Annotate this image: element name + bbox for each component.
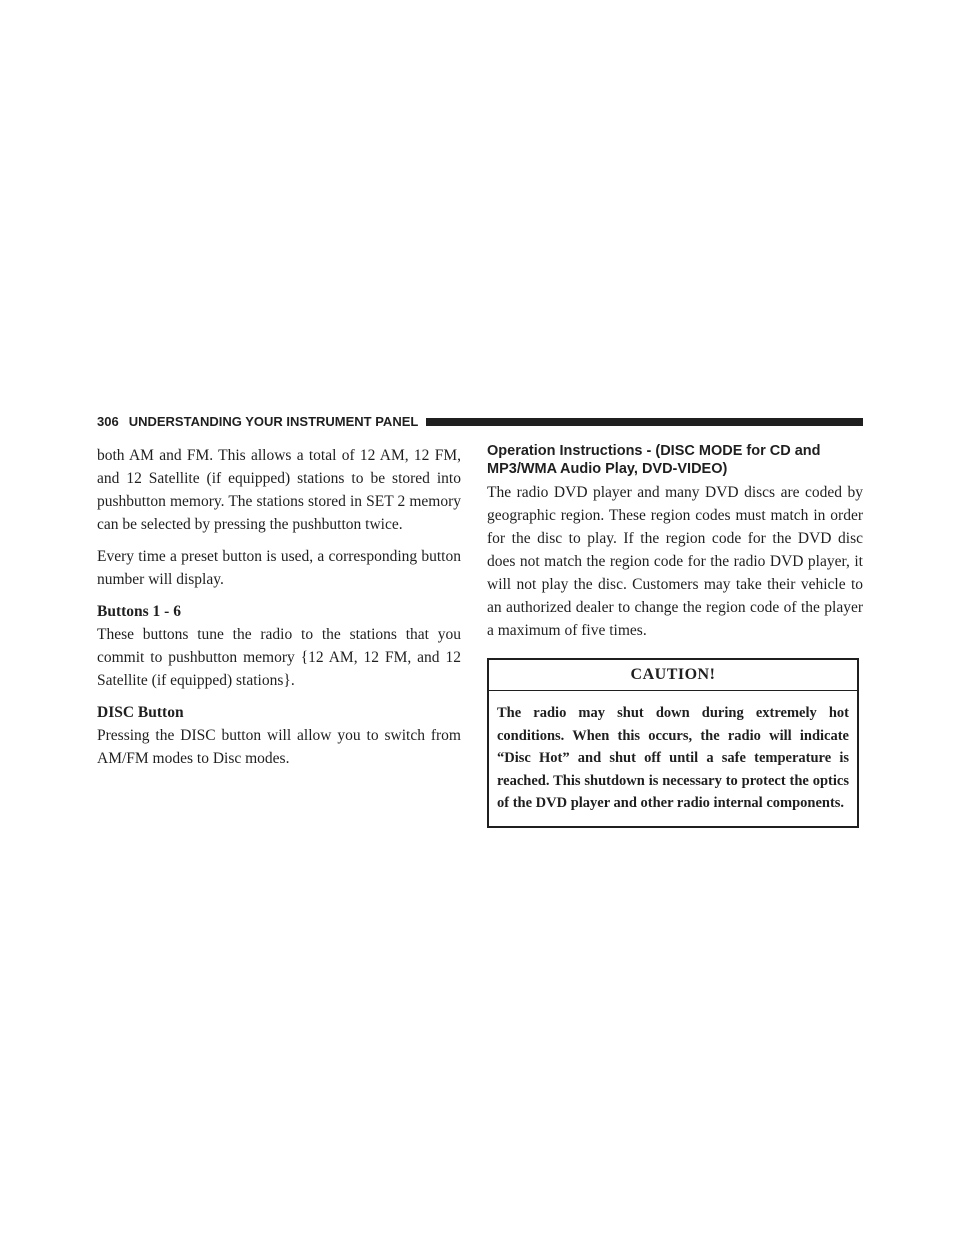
left-column — [97, 444, 461, 779]
operation-instructions-heading: Operation Instructions - (DISC MODE for CD and MP3/WMA Audio Play, DVD-VIDEO) — [487, 443, 821, 477]
page-header — [97, 414, 863, 430]
header-rule — [426, 418, 863, 426]
caution-box — [487, 658, 859, 828]
paragraph-preset-display: Every time a preset button is used, a corresponding button number will display. — [97, 548, 461, 588]
section-title: UNDERSTANDING YOUR INSTRUMENT PANEL — [128, 414, 419, 429]
right-column — [487, 442, 863, 828]
buttons-heading: Buttons 1 - 6 — [97, 603, 181, 620]
disc-button-heading: DISC Button — [97, 704, 184, 721]
page-number: 306 — [97, 414, 119, 429]
paragraph-buttons: These buttons tune the radio to the stations that you commit to pushbutton memory {12 AM, 12 FM, and 12 Satellite (if equipped) stations}. — [97, 626, 461, 689]
paragraph-disc-button: Pressing the DISC button will allow you to switch from AM/FM modes to Disc modes. — [97, 727, 461, 767]
caution-body: The radio may shut down during extremely hot conditions. When this occurs, the radio will indicate “Disc Hot” and shut off until a safe temperature is reached. This shutdown is necessary to protect the optics of the DVD player and other radio internal components. — [497, 705, 849, 812]
caution-title: CAUTION! — [489, 660, 857, 691]
paragraph-region-codes: The radio DVD player and many DVD discs are coded by geographic region. These region codes must match in order for the disc to play. If the region code for the DVD disc does not match the region code for the radio DVD player, it will not play the disc. Customers may take their vehicle to an authorized dealer to change the region code of the player a maximum of five times. — [487, 484, 863, 639]
paragraph-am-fm-presets: both AM and FM. This allows a total of 12 AM, 12 FM, and 12 Satellite (if equipped) stations to be stored into pushbutton memory. The stations stored in SET 2 memory can be selected by pressing the pushbutton twice. — [97, 447, 461, 533]
